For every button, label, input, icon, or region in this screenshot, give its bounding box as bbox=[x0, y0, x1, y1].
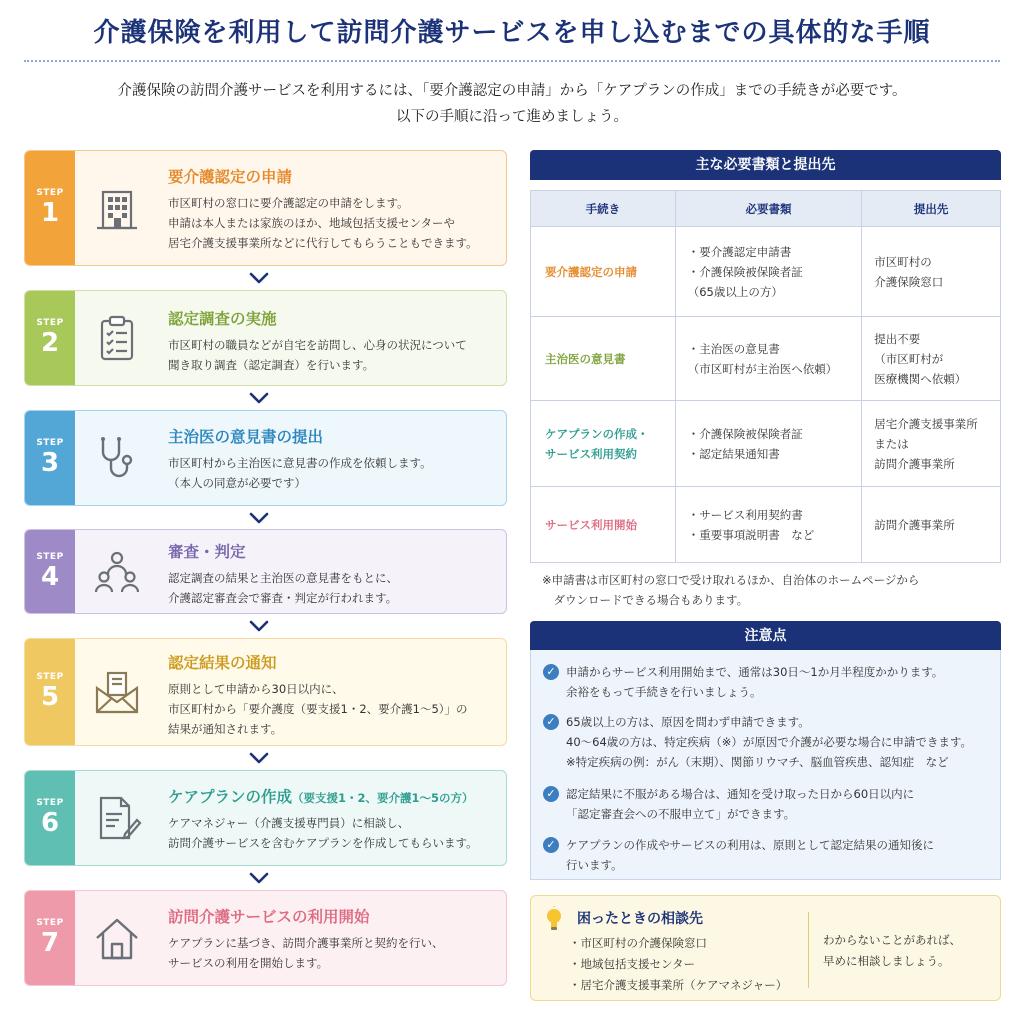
caution-text: ケアプランの作成やサービスの利用は、原則として認定結果の通知後に 行います。 bbox=[566, 838, 934, 872]
documents-cell: ・要介護認定申請書 ・介護保険被保険者証 （65歳以上の方） bbox=[675, 227, 862, 317]
step-description: 認定調査の結果と主治医の意見書をもとに、 介護認定審査会で審査・判定が行われます。 bbox=[168, 571, 398, 605]
step-number: 3 bbox=[40, 448, 60, 478]
step-title bbox=[168, 165, 292, 187]
step-title-text: 訪問介護サービスの利用開始 bbox=[168, 908, 370, 926]
docs-table-header bbox=[531, 191, 1001, 227]
step-title-text: ケアプランの作成 bbox=[168, 788, 293, 806]
destination-cell: 居宅介護支援事業所 または 訪問介護事業所 bbox=[862, 401, 1001, 487]
table-row bbox=[531, 227, 1001, 317]
documents-cell: ・介護保険被保険者証 ・認定結果通知書 bbox=[675, 401, 862, 487]
step-label: STEP bbox=[36, 918, 64, 928]
step-title bbox=[168, 540, 246, 562]
docs-heading: 主な必要書類と提出先 bbox=[530, 150, 1001, 180]
step-title-text: 要介護認定の申請 bbox=[168, 168, 293, 186]
chevron-down-icon bbox=[248, 511, 270, 525]
step-card-6 bbox=[24, 770, 507, 866]
step-badge bbox=[25, 411, 75, 505]
step-title bbox=[168, 905, 370, 927]
step-badge bbox=[25, 639, 75, 745]
step-number: 1 bbox=[40, 198, 60, 228]
envelope-icon bbox=[91, 666, 143, 718]
help-list bbox=[569, 933, 787, 996]
step-title bbox=[168, 307, 277, 329]
help-divider bbox=[808, 912, 809, 988]
docs-col-destination: 提出先 bbox=[862, 191, 1001, 227]
help-message: わからないことがあれば、 早めに相談しましょう。 bbox=[823, 933, 961, 968]
step-card-7 bbox=[24, 890, 507, 986]
documents-cell: ・サービス利用契約書 ・重要事項説明書 など bbox=[675, 487, 862, 563]
step-label: STEP bbox=[36, 798, 64, 808]
step-number: 7 bbox=[40, 928, 60, 958]
step-badge bbox=[25, 530, 75, 613]
page-title: 介護保険を利用して訪問介護サービスを申し込むまでの具体的な手順 bbox=[93, 18, 931, 48]
step-title-text: 認定結果の通知 bbox=[168, 654, 277, 672]
step-number: 2 bbox=[40, 328, 60, 358]
committee-icon bbox=[91, 546, 143, 598]
procedure-cell: ケアプランの作成・ サービス利用契約 bbox=[531, 401, 676, 487]
procedure-cell: 要介護認定の申請 bbox=[531, 227, 676, 317]
step-number: 5 bbox=[40, 682, 60, 712]
step-description: ケアマネジャー（介護支援専門員）に相談し、 訪問介護サービスを含むケアプランを作成してもらいます。 bbox=[168, 816, 478, 850]
building-icon bbox=[91, 182, 143, 234]
step-label: STEP bbox=[36, 551, 64, 562]
step-label: STEP bbox=[36, 188, 64, 198]
step-card-1 bbox=[24, 150, 507, 266]
table-row bbox=[531, 401, 1001, 487]
check-circle-icon: ✓ bbox=[543, 664, 559, 680]
step-description: 原則として申請から30日以内に、 市区町村から「要介護度（要支援1・2、要介護1〜5）」の 結果が通知されます。 bbox=[168, 682, 468, 736]
step-title bbox=[168, 651, 277, 673]
step-description: 市区町村の職員などが自宅を訪問し、心身の状況について 聞き取り調査（認定調査）を行います。 bbox=[168, 338, 467, 372]
step-label: STEP bbox=[36, 672, 64, 682]
step-badge bbox=[25, 771, 75, 865]
step-badge bbox=[25, 291, 75, 385]
step-label: STEP bbox=[36, 318, 64, 328]
step-description: 市区町村の窓口に要介護認定の申請をします。 申請は本人または家族のほか、地域包括支援センターや 居宅介護支援事業所などに代行してもらうこともできます。 bbox=[168, 196, 478, 250]
chevron-down-icon bbox=[248, 619, 270, 633]
documents-cell: ・主治医の意見書 （市区町村が主治医へ依頼） bbox=[675, 317, 862, 401]
document-pen-icon bbox=[91, 792, 143, 844]
step-card-5 bbox=[24, 638, 507, 746]
step-title bbox=[168, 425, 323, 447]
step-title bbox=[168, 785, 474, 807]
step-title-text: 主治医の意見書の提出 bbox=[168, 428, 324, 446]
procedure-cell: 主治医の意見書 bbox=[531, 317, 676, 401]
help-item: ・ 市区町村の介護保険窓口 bbox=[569, 933, 787, 954]
help-item: ・ 居宅介護支援事業所（ケアマネジャー） bbox=[569, 975, 787, 996]
docs-col-procedure: 手続き bbox=[531, 191, 676, 227]
step-label: STEP bbox=[36, 438, 64, 448]
destination-cell: 提出不要 （市区町村が 医療機関へ依頼） bbox=[862, 317, 1001, 401]
step-number: 4 bbox=[40, 561, 60, 592]
caution-text: 申請からサービス利用開始まで、通常は30日〜1か月半程度かかります。 余裕をもって手続きを行いましょう。 bbox=[566, 665, 944, 699]
caution-text: 65歳以上の方は、原因を問わず申請できます。 40〜64歳の方は、特定疾病（※）が原因で介護が必要な場合に申請できます。 ※特定疾病の例：がん（末期）、関節リウマチ、脳血管疾患、認知症 など bbox=[566, 715, 972, 769]
intro-line-2: 以下の手順に沿って進めましょう。 bbox=[396, 109, 628, 125]
check-circle-icon: ✓ bbox=[543, 837, 559, 853]
step-title-text: 審査・判定 bbox=[168, 543, 246, 561]
check-circle-icon: ✓ bbox=[543, 786, 559, 802]
chevron-down-icon bbox=[248, 271, 270, 285]
help-title: 困ったときの相談先 bbox=[577, 911, 703, 927]
caution-text: 認定結果に不服がある場合は、通知を受け取った日から60日以内に 「認定審査会への不服申立て」ができます。 bbox=[566, 787, 915, 821]
step-description: 市区町村から主治医に意見書の作成を依頼します。 （本人の同意が必要です） bbox=[168, 456, 432, 490]
step-badge bbox=[25, 891, 75, 985]
step-title-sub: （要支援1・2、要介護1〜5の方） bbox=[292, 791, 474, 805]
chevron-down-icon bbox=[248, 871, 270, 885]
destination-cell: 訪問介護事業所 bbox=[862, 487, 1001, 563]
destination-cell: 市区町村の 介護保険窓口 bbox=[862, 227, 1001, 317]
cautions-heading: 注意点 bbox=[530, 621, 1001, 651]
intro-line-1: 介護保険の訪問介護サービスを利用するには、「要介護認定の申請」から「ケアプランの作成」までの手続きが必要です。 bbox=[117, 83, 907, 99]
check-circle-icon: ✓ bbox=[543, 714, 559, 730]
intro-text bbox=[0, 78, 1024, 130]
help-item: ・ 地域包括支援センター bbox=[569, 954, 787, 975]
house-icon bbox=[91, 912, 143, 964]
step-number: 6 bbox=[40, 808, 60, 838]
table-row bbox=[531, 317, 1001, 401]
title-divider bbox=[24, 60, 1000, 62]
chevron-down-icon bbox=[248, 751, 270, 765]
help-box bbox=[530, 895, 1001, 1001]
lightbulb-icon bbox=[543, 906, 565, 932]
docs-col-documents: 必要書類 bbox=[675, 191, 862, 227]
clipboard-icon bbox=[91, 312, 143, 364]
step-badge bbox=[25, 151, 75, 265]
step-card-4 bbox=[24, 529, 507, 614]
chevron-down-icon bbox=[248, 391, 270, 405]
step-title-text: 認定調査の実施 bbox=[168, 310, 277, 328]
step-description: ケアプランに基づき、訪問介護事業所と契約を行い、 サービスの利用を開始します。 bbox=[168, 936, 444, 970]
docs-note: ※申請書は市区町村の窓口で受け取れるほか、自治体のホームページから ダウンロードできる場合もあります。 bbox=[542, 573, 920, 607]
procedure-cell: サービス利用開始 bbox=[531, 487, 676, 563]
docs-table bbox=[530, 190, 1001, 563]
table-row bbox=[531, 487, 1001, 563]
step-card-3 bbox=[24, 410, 507, 506]
stethoscope-icon bbox=[91, 432, 143, 484]
step-card-2 bbox=[24, 290, 507, 386]
